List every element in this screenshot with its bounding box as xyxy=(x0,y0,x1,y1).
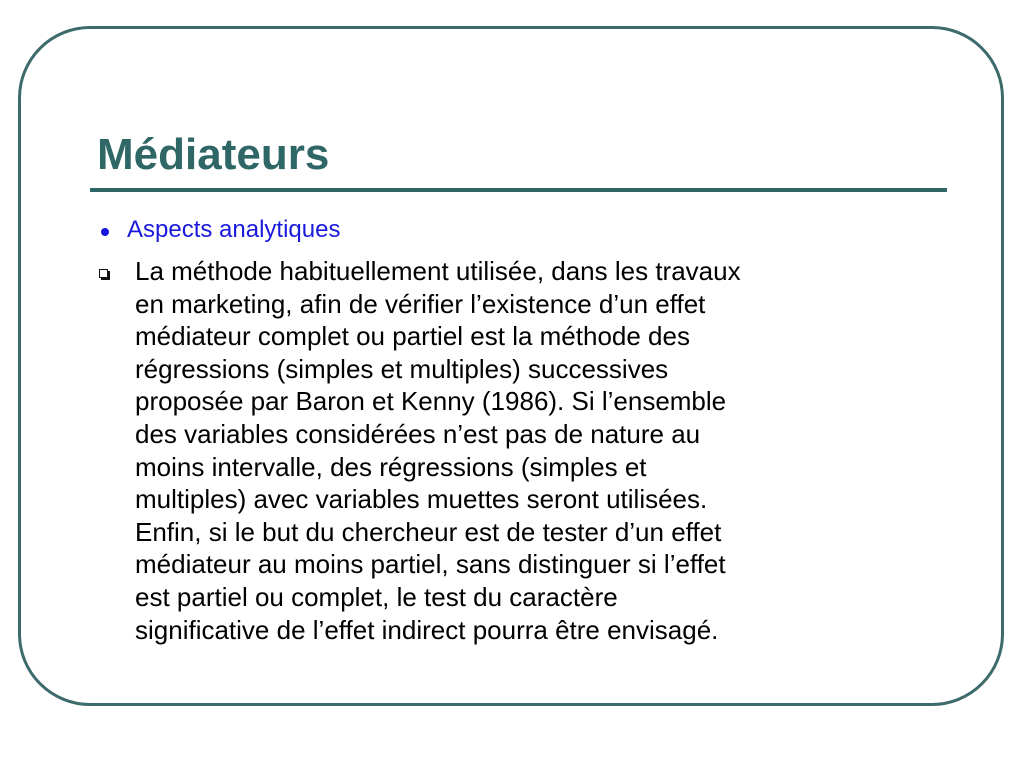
hollow-square-bullet-icon xyxy=(97,255,135,287)
paragraph-line: régressions (simples et multiples) successives xyxy=(135,353,669,384)
paragraph-line: des variables considérées n’est pas de nature au xyxy=(135,418,701,449)
paragraph-line: médiateur au moins partiel, sans distinguer si l’effet xyxy=(135,549,726,580)
paragraph-line: en marketing, afin de vérifier l’existence d’un effet xyxy=(135,288,706,319)
paragraph-line: moins intervalle, des régressions (simples et xyxy=(135,451,647,482)
paragraph-line: Enfin, si le but du chercheur est de tester d’un effet xyxy=(135,516,722,547)
paragraph-line: significative de l’effet indirect pourra être envisagé. xyxy=(135,614,719,645)
title-divider xyxy=(90,188,947,192)
paragraph-line: est partiel ou complet, le test du caractère xyxy=(135,581,618,612)
subheading-text: Aspects analytiques xyxy=(127,216,341,243)
paragraph-line: multiples) avec variables muettes seront utilisées. xyxy=(135,484,708,515)
slide-title: Médiateurs xyxy=(97,130,330,179)
paragraph-bullet-item xyxy=(97,255,935,646)
paragraph-line: proposée par Baron et Kenny (1986). Si l’ensemble xyxy=(135,386,727,417)
subheading-bullet-item xyxy=(97,214,340,246)
paragraph-text xyxy=(135,255,935,646)
filled-circle-bullet-icon xyxy=(97,214,127,246)
paragraph-line: La méthode habituellement utilisée, dans les travaux xyxy=(135,256,741,286)
paragraph-line: médiateur complet ou partiel est la méthode des xyxy=(135,321,690,352)
